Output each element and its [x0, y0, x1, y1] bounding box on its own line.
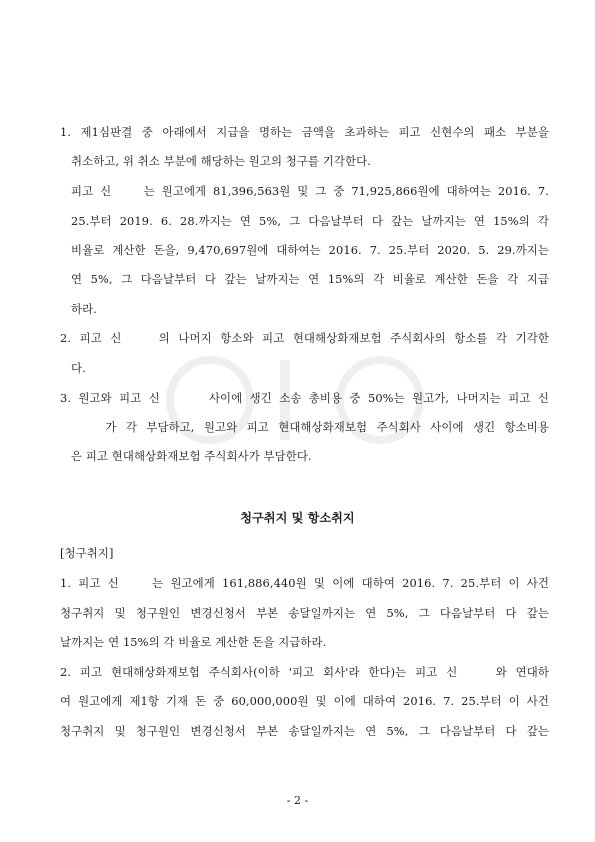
- order-item-1-line-3: 피고 신 는 원고에게 81,396,563원 및 그 중 71,925,866원에 대하여는 2016. 7.: [71, 184, 549, 198]
- claim-item-1-line-3: 날까지는 연 15%의 각 비율로 계산한 돈을 지급하라.: [60, 635, 327, 649]
- order-item-2-line-1: 2. 피고 신 의 나머지 항소와 피고 현대해상화재보험 주식회사의 항소를 각 기각한: [60, 331, 549, 345]
- order-item-2-line-2: 다.: [71, 361, 86, 375]
- section-title: 청구취지 및 항소취지: [240, 511, 355, 525]
- order-item-1-line-2: 취소하고, 위 취소 부분에 해당하는 원고의 청구를 기각한다.: [71, 154, 371, 168]
- claim-item-2-line-2: 여 원고에게 제1항 기재 돈 중 60,000,000원 및 이에 대하여 2016. 7. 25.부터 이 사건: [60, 694, 549, 708]
- claim-item-1-line-1: 1. 피고 신 는 원고에게 161,886,440원 및 이에 대하여 2016. 7. 25.부터 이 사건: [60, 576, 549, 590]
- order-item-3-line-3: 은 피고 현대해상화재보험 주식회사가 부담한다.: [71, 449, 312, 463]
- order-item-3-line-2: 가 각 부담하고, 원고와 피고 현대해상화재보험 주식회사 사이에 생긴 항소비용: [71, 420, 549, 434]
- order-item-1-line-1: 1. 제1심판결 중 아래에서 지급을 명하는 금액을 초과하는 피고 신현수의 패소 부분을: [60, 125, 549, 139]
- claim-item-2-line-1: 2. 피고 현대해상화재보험 주식회사(이하 '피고 회사'라 한다)는 피고 신 와 연대하: [60, 665, 549, 679]
- order-item-1-line-5: 비율로 계산한 돈을, 9,470,697원에 대하여는 2016. 7. 25.부터 2020. 5. 29.까지는: [71, 243, 549, 257]
- order-item-1-line-7: 하라.: [71, 302, 97, 316]
- claim-item-1-line-2: 청구취지 및 청구원인 변경신청서 부본 송달일까지는 연 5%, 그 다음날부터 다 갚는: [60, 606, 549, 620]
- page-number: - 2 -: [286, 794, 309, 807]
- claim-label: [청구취지]: [60, 546, 114, 560]
- claim-item-2-line-3: 청구취지 및 청구원인 변경신청서 부본 송달일까지는 연 5%, 그 다음날부터 다 갚는: [60, 724, 549, 738]
- order-item-1-line-4: 25.부터 2019. 6. 28.까지는 연 5%, 그 다음날부터 다 갚는 날까지는 연 15%의 각: [71, 214, 549, 228]
- order-item-3-line-1: 3. 원고와 피고 신 사이에 생긴 소송 총비용 중 50%는 원고가, 나머지는 피고 신: [60, 391, 549, 405]
- order-item-1-line-6: 연 5%, 그 다음날부터 다 갚는 날까지는 연 15%의 각 비율로 계산한 돈을 각 지급: [71, 272, 549, 286]
